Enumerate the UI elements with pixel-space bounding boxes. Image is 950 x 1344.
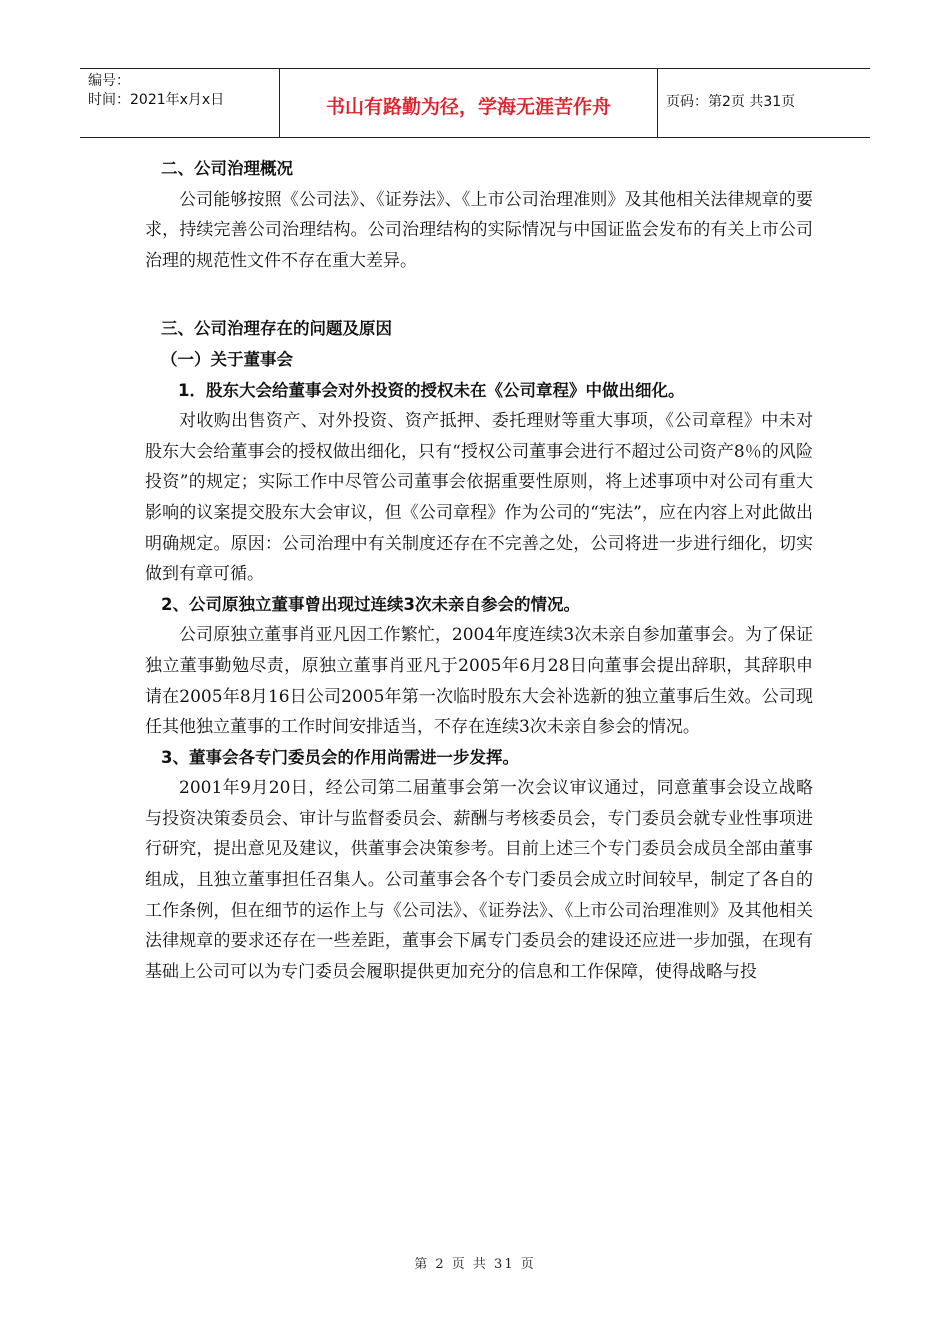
spacer xyxy=(145,276,813,306)
page-header xyxy=(80,68,870,138)
item-2-heading: 2、公司原独立董事曾出现过连续3次未亲自参会的情况。 xyxy=(161,594,580,614)
item-3-paragraph: 2001年9月20日，经公司第二届董事会第一次会议审议通过，同意董事会设立战略与投资决策委员会、审计与监督委员会、薪酬与考核委员会，专门委员会就专业性事项进行研究，提出意见及建议，供董事会决策参考。目前上述三个专门委员会成员全部由董事组成，且独立董事担任召集人。公司董事会各个专门委员会成立时间较早，制定了各自的工作条例，但在细节的运作上与《公司法》、《证券法》、《上市公司治理准则》及其他相关法律规章的要求还存在一些差距，董事会下属专门委员会的建设还应进一步加强，在现有基础上公司可以为专门委员会履职提供更加充分的信息和工作保障，使得战略与投 xyxy=(145,778,813,982)
item-2-paragraph: 公司原独立董事肖亚凡因工作繁忙，2004年度连续3次未亲自参加董事会。为了保证独立董事勤勉尽责，原独立董事肖亚凡于2005年6月28日向董事会提出辞职，其辞职申请在2005年8月16日公司2005年第一次临时股东大会补选新的独立董事后生效。公司现任其他独立董事的工作时间安排适当，不存在连续3次未亲自参会的情况。 xyxy=(145,625,813,738)
header-number: 编号： xyxy=(88,73,130,89)
item-1-heading: 1．股东大会给董事会对外投资的授权未在《公司章程》中做出细化。 xyxy=(178,380,685,400)
header-meta xyxy=(80,69,280,137)
subsection-1-heading: （一）关于董事会 xyxy=(161,349,293,369)
section-2-heading: 二、公司治理概况 xyxy=(161,159,293,178)
page-footer: 第 2 页 共 31 页 xyxy=(414,1257,536,1272)
header-page-info: 页码：第2页 共31页 xyxy=(666,94,796,110)
document-body xyxy=(145,150,813,987)
header-motto: 书山有路勤为径，学海无涯苦作舟 xyxy=(280,69,658,137)
item-1-paragraph: 对收购出售资产、对外投资、资产抵押、委托理财等重大事项，《公司章程》中未对股东大会给董事会的授权做出细化，只有“授权公司董事会进行不超过公司资产8％的风险投资”的规定；实际工作中尽管公司董事会依据重要性原则，将上述事项中对公司有重大影响的议案提交股东大会审议，但《公司章程》作为公司的“宪法”，应在内容上对此做出明确规定。原因：公司治理中有关制度还存在不完善之处，公司将进一步进行细化，切实做到有章可循。 xyxy=(145,411,813,585)
section-2-paragraph: 公司能够按照《公司法》、《证券法》、《上市公司治理准则》及其他相关法律规章的要求，持续完善公司治理结构。公司治理结构的实际情况与中国证监会发布的有关上市公司治理的规范性文件不存在重大差异。 xyxy=(145,189,813,271)
header-date: 时间：2021年x月x日 xyxy=(88,92,225,108)
item-3-heading: 3、董事会各专门委员会的作用尚需进一步发挥。 xyxy=(161,747,519,767)
section-3-heading: 三、公司治理存在的问题及原因 xyxy=(161,319,392,339)
